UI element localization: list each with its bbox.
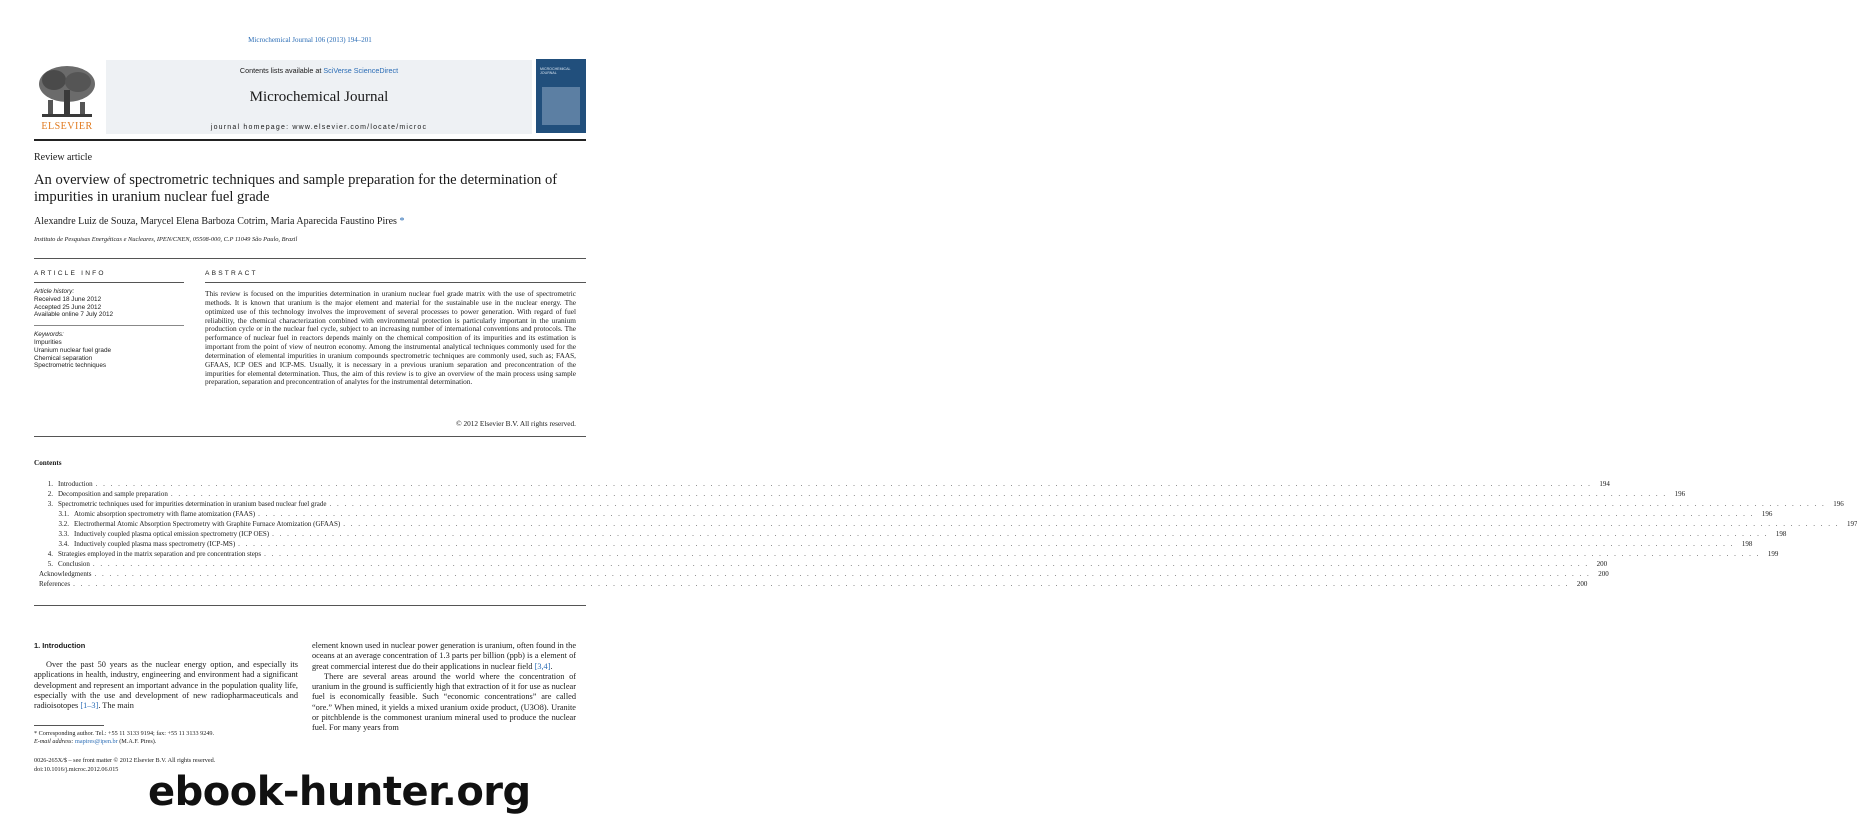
toc-leader-dots: . . . . . . . . . . . . . . . . . . . . . . . . . . . . . . . . . . . . . . . . . . . . . . . . . . . . . . . . . . . . . . . . . . . . . . . . . . . . . . . . . . . . . . . . . . . . . . . . . . . . . . . . . . . . . . . . . . . . . . . . . . . . . . . . . . . . . . . . . . . . . . . . . . . . . . . . . . . . . . . . . . . . . . . . . . . . . . . . . . . . . . . . . . . . . . . . . . . . . . . . xyxy=(238,540,1735,548)
toc-page-number: 199 xyxy=(1767,550,1779,558)
toc-page-number: 196 xyxy=(1833,500,1844,508)
contents-rule xyxy=(34,605,586,606)
toc-leader-dots: . . . . . . . . . . . . . . . . . . . . . . . . . . . . . . . . . . . . . . . . . . . . . . . . . . . . . . . . . . . . . . . . . . . . . . . . . . . . . . . . . . . . . . . . . . . . . . . . . . . . . . . . . . . . . . . . . . . . . . . . . . . . . . . . . . . . . . . . . . . . . . . . . . . . . . . . . . . . . . . . . . . . . . . . . . . . . . . . . . . . . . . . . . . . . . . . . . . . . . . . xyxy=(94,570,1591,578)
intro-paragraph: element known used in nuclear power generation is uranium, often found in the oceans at an average concentration of 1.3 parts per billion (ppb) is a element of great commercial interest due do their applications in nuclear field xyxy=(312,641,576,671)
toc-page-number: 200 xyxy=(1576,580,1588,588)
elsevier-wordmark: ELSEVIER xyxy=(41,121,93,132)
toc-leader-dots: . . . . . . . . . . . . . . . . . . . . . . . . . . . . . . . . . . . . . . . . . . . . . . . . . . . . . . . . . . . . . . . . . . . . . . . . . . . . . . . . . . . . . . . . . . . . . . . . . . . . . . . . . . . . . . . . . . . . . . . . . . . . . . . . . . . . . . . . . . . . . . . . . . . . . . . . . . . . . . . . . . . . . . . . . . . . . . . . . . . . . . . . . . . . . . . . . . . . . . . . xyxy=(73,580,1570,588)
footnote-email-line xyxy=(34,738,298,746)
toc-entry-text[interactable]: Spectrometric techniques used for impurities determination in uranium based nuclear fuel grade xyxy=(58,500,327,508)
toc-row[interactable] xyxy=(34,479,1610,489)
toc-number: 3.1. xyxy=(58,510,69,518)
intro-paragraph-end: . xyxy=(550,661,553,671)
toc-page-number: 200 xyxy=(1596,560,1608,568)
contents-title: Contents xyxy=(34,459,62,467)
meta-rule-bottom xyxy=(34,436,586,437)
toc-row[interactable] xyxy=(34,519,1857,529)
toc-entry-text[interactable]: Electrothermal Atomic Absorption Spectrometry with Graphite Furnace Atomization (GFAAS) xyxy=(74,520,341,528)
contents-available-line xyxy=(106,66,532,75)
toc-page-number: 196 xyxy=(1674,490,1686,498)
history-accepted: Accepted 25 June 2012 xyxy=(34,303,102,311)
toc-row[interactable] xyxy=(34,509,1773,519)
toc-leader-dots: . . . . . . . . . . . . . . . . . . . . . . . . . . . . . . . . . . . . . . . . . . . . . . . . . . . . . . . . . . . . . . . . . . . . . . . . . . . . . . . . . . . . . . . . . . . . . . . . . . . . . . . . . . . . . . . . . . . . . . . . . . . . . . . . . . . . . . . . . . . . . . . . . . . . . . . . . . . . . . . . . . . . . . . . . . . . . . . . . . . . . . . . . . . . . . . . . . . . . . . . xyxy=(258,510,1755,518)
toc-entry-text[interactable]: Inductively coupled plasma mass spectrometry (ICP-MS) xyxy=(74,540,236,548)
toc-leader-dots: . . . . . . . . . . . . . . . . . . . . . . . . . . . . . . . . . . . . . . . . . . . . . . . . . . . . . . . . . . . . . . . . . . . . . . . . . . . . . . . . . . . . . . . . . . . . . . . . . . . . . . . . . . . . . . . . . . . . . . . . . . . . . . . . . . . . . . . . . . . . . . . . . . . . . . . . . . . . . . . . . . . . . . . . . . . . . . . . . . . . . . . . . . . . . . . . . . . . . . . . xyxy=(272,530,1769,538)
info-divider xyxy=(34,325,184,326)
history-received: Received 18 June 2012 xyxy=(34,295,102,303)
toc-number: 1. xyxy=(47,480,53,488)
toc-number: 3.2. xyxy=(58,520,69,528)
citation-link[interactable]: [3,4] xyxy=(534,661,551,671)
keyword: Chemical separation xyxy=(34,354,93,362)
toc-entry-text[interactable]: Introduction xyxy=(58,480,93,488)
affiliation: Instituto de Pesquisas Energéticas e Nucleares, IPEN/CNEN, 05508-000, C.P 11049 São Paulo, Brazil xyxy=(34,236,298,243)
journal-homepage-link[interactable]: journal homepage: www.elsevier.com/locate/microc xyxy=(210,124,428,131)
email-link[interactable]: mapires@ipen.br xyxy=(75,738,118,745)
header-rule xyxy=(34,139,586,141)
author-list xyxy=(34,216,594,227)
copyright: © 2012 Elsevier B.V. All rights reserved. xyxy=(456,419,576,428)
toc-leader-dots: . . . . . . . . . . . . . . . . . . . . . . . . . . . . . . . . . . . . . . . . . . . . . . . . . . . . . . . . . . . . . . . . . . . . . . . . . . . . . . . . . . . . . . . . . . . . . . . . . . . . . . . . . . . . . . . . . . . . . . . . . . . . . . . . . . . . . . . . . . . . . . . . . . . . . . . . . . . . . . . . . . . . . . . . . . . . . . . . . . . . . . . . . . . . . . . . . . . . . . . . xyxy=(343,520,1840,528)
toc-page-number: 198 xyxy=(1775,530,1787,538)
corresponding-author-footnote xyxy=(34,730,298,746)
toc-entry-text[interactable]: Decomposition and sample preparation xyxy=(58,490,168,498)
journal-name: Microchemical Journal xyxy=(249,89,389,105)
keyword: Impurities xyxy=(34,338,62,346)
toc-row[interactable] xyxy=(34,539,1753,549)
toc-row[interactable] xyxy=(34,579,1588,589)
toc-page-number: 197 xyxy=(1846,520,1857,528)
doi-link[interactable]: doi:10.1016/j.microc.2012.06.015 xyxy=(34,766,119,773)
front-matter-line: 0026-265X/$ – see front matter © 2012 Elsevier B.V. All rights reserved. xyxy=(34,757,216,764)
toc-number: 3. xyxy=(47,500,53,508)
toc-entry-text[interactable]: References xyxy=(39,580,71,588)
toc-entry-text[interactable]: Atomic absorption spectrometry with flame atomization (FAAS) xyxy=(74,510,256,518)
toc-entry-text[interactable]: Strategies employed in the matrix separation and pre concentration steps xyxy=(58,550,262,558)
toc-leader-dots: . . . . . . . . . . . . . . . . . . . . . . . . . . . . . . . . . . . . . . . . . . . . . . . . . . . . . . . . . . . . . . . . . . . . . . . . . . . . . . . . . . . . . . . . . . . . . . . . . . . . . . . . . . . . . . . . . . . . . . . . . . . . . . . . . . . . . . . . . . . . . . . . . . . . . . . . . . . . . . . . . . . . . . . . . . . . . . . . . . . . . . . . . . . . . . . . . . . . . . . . xyxy=(329,500,1826,508)
email-label: E-mail address: xyxy=(34,738,76,745)
toc-page-number: 198 xyxy=(1741,540,1753,548)
meta-rule-top xyxy=(34,258,586,259)
journal-reference[interactable]: Microchemical Journal 106 (2013) 194–201 xyxy=(248,36,372,44)
toc-number: 2. xyxy=(47,490,53,498)
toc-leader-dots: . . . . . . . . . . . . . . . . . . . . . . . . . . . . . . . . . . . . . . . . . . . . . . . . . . . . . . . . . . . . . . . . . . . . . . . . . . . . . . . . . . . . . . . . . . . . . . . . . . . . . . . . . . . . . . . . . . . . . . . . . . . . . . . . . . . . . . . . . . . . . . . . . . . . . . . . . . . . . . . . . . . . . . . . . . . . . . . . . . . . . . . . . . . . . . . . . . . . . . . . xyxy=(264,550,1761,558)
cover-image xyxy=(542,87,580,125)
authors-text: Alexandre Luiz de Souza, Marycel Elena Barboza Cotrim, Maria Aparecida Faustino Pires xyxy=(34,216,397,227)
toc-entry-text[interactable]: Conclusion xyxy=(58,560,90,568)
history-label: Article history: xyxy=(34,288,75,295)
toc-number: 3.3. xyxy=(58,530,69,538)
toc-row[interactable] xyxy=(34,549,1779,559)
toc-number: 5. xyxy=(47,560,53,568)
intro-left-column xyxy=(34,660,298,711)
abstract-text: This review is focused on the impurities determination in uranium nuclear fuel grade matrix with the use of spectrometric methods. It is known that uranium is the major element and material for the sustainable use in the nuclear energy. The optimized use of this technology involves the improvement of several processes to power generation. With regard of fuel reliability, the chemical characterization combined with environmental protection is particularly important in the uranium production cycle or in the nuclear fuel cycle, subject to an increasing number of international conventions and protocols. The performance of nuclear fuel in reactors depends mainly on the chemical composition of its impurities and its estimation is important from the point of view of neutron economy. Among the instrumental analytical techniques commonly used for the determination of elemental impurities in uranium compounds spectrometric techniques are commonly used, such as; FAAS, GFAAS, ICP OES and ICP-MS. Usually, it is necessary in a previous uranium separation and preconcentration of the impurities for elemental determination. Thus, the aim of this review is to give an overview of the main process using sample preparation, separation and preconcentration of analytes for the instrumental determination. xyxy=(205,289,576,387)
email-suffix: (M.A.F. Pires). xyxy=(117,738,157,745)
intro-paragraph: Over the past 50 years as the nuclear energy option, and especially its applications in health, industry, engineering and environment had a significant development and represent an important advance in the population quality life, especially with the use and development of new radiopharmaceuticals and radioisotopes xyxy=(34,660,298,711)
footnote-contact: * Corresponding author. Tel.: +55 11 3133 9194; fax: +55 11 3133 9249. xyxy=(34,730,215,737)
abstract-rule xyxy=(205,282,586,283)
toc-leader-dots: . . . . . . . . . . . . . . . . . . . . . . . . . . . . . . . . . . . . . . . . . . . . . . . . . . . . . . . . . . . . . . . . . . . . . . . . . . . . . . . . . . . . . . . . . . . . . . . . . . . . . . . . . . . . . . . . . . . . . . . . . . . . . . . . . . . . . . . . . . . . . . . . . . . . . . . . . . . . . . . . . . . . . . . . . . . . . . . . . . . . . . . . . . . . . . . . . . . . . . . . xyxy=(92,560,1590,568)
toc-entry-text[interactable]: Inductively coupled plasma optical emission spectrometry (ICP OES) xyxy=(74,530,270,538)
watermark: ebook-hunter.org xyxy=(148,769,531,815)
toc-row[interactable] xyxy=(34,499,1844,509)
article-type: Review article xyxy=(34,152,93,163)
abstract-heading: ABSTRACT xyxy=(205,270,258,277)
intro-right-column xyxy=(312,641,576,734)
toc-page-number: 200 xyxy=(1598,570,1609,578)
intro-paragraph: There are several areas around the world where the concentration of uranium in the ground is sufficiently high that extraction of it for use as nuclear fuel is economically feasible. Such “economic concentrations” are called “ore.” When mined, it yields a mixed uranium oxide product, (U3O8). Uranite or pitchblende is the commonest uranium mineral used to produce the nuclear fuel. For many years from xyxy=(312,671,576,733)
article-info-heading: ARTICLE INFO xyxy=(34,270,106,277)
toc-entry-text[interactable]: Acknowledgments xyxy=(39,570,92,578)
contents-prefix: Contents lists available at xyxy=(239,66,324,75)
article-info-rule xyxy=(34,282,184,283)
keyword: Spectrometric techniques xyxy=(34,362,107,370)
journal-cover[interactable] xyxy=(536,59,586,133)
toc-leader-dots: . . . . . . . . . . . . . . . . . . . . . . . . . . . . . . . . . . . . . . . . . . . . . . . . . . . . . . . . . . . . . . . . . . . . . . . . . . . . . . . . . . . . . . . . . . . . . . . . . . . . . . . . . . . . . . . . . . . . . . . . . . . . . . . . . . . . . . . . . . . . . . . . . . . . . . . . . . . . . . . . . . . . . . . . . . . . . . . . . . . . . . . . . . . . . . . . . . . . . . . . xyxy=(170,490,1668,498)
toc-row[interactable] xyxy=(34,569,1609,579)
journal-banner xyxy=(106,60,532,134)
corresponding-author-mark[interactable]: * xyxy=(399,216,405,227)
journal-header xyxy=(34,56,586,134)
sciencedirect-link[interactable]: SciVerse ScienceDirect xyxy=(323,66,399,75)
keywords-label: Keywords: xyxy=(34,331,64,339)
toc-number: 3.4. xyxy=(58,540,69,548)
cover-title: MICROCHEMICAL JOURNAL xyxy=(540,67,571,76)
toc-number: 4. xyxy=(47,550,53,558)
section-heading-introduction: 1. Introduction xyxy=(34,641,86,650)
toc-page-number: 194 xyxy=(1599,480,1610,488)
table-of-contents xyxy=(34,479,1857,589)
intro-paragraph-end: . The main xyxy=(98,701,134,711)
toc-row[interactable] xyxy=(34,489,1686,499)
toc-row[interactable] xyxy=(34,529,1787,539)
citation-link[interactable]: [1–3] xyxy=(80,701,99,711)
toc-row[interactable] xyxy=(34,559,1608,569)
article-info xyxy=(34,288,184,370)
keyword: Uranium nuclear fuel grade xyxy=(34,346,112,354)
toc-page-number: 196 xyxy=(1761,510,1773,518)
article-title: An overview of spectrometric techniques and sample preparation for the determination of impurities in uranium nuclear fuel grade xyxy=(34,172,558,205)
footnote-rule xyxy=(34,725,104,726)
toc-leader-dots: . . . . . . . . . . . . . . . . . . . . . . . . . . . . . . . . . . . . . . . . . . . . . . . . . . . . . . . . . . . . . . . . . . . . . . . . . . . . . . . . . . . . . . . . . . . . . . . . . . . . . . . . . . . . . . . . . . . . . . . . . . . . . . . . . . . . . . . . . . . . . . . . . . . . . . . . . . . . . . . . . . . . . . . . . . . . . . . . . . . . . . . . . . . . . . . . . . . . . . . . xyxy=(95,480,1592,488)
history-online: Available online 7 July 2012 xyxy=(34,311,114,319)
elsevier-logo[interactable] xyxy=(34,60,100,134)
